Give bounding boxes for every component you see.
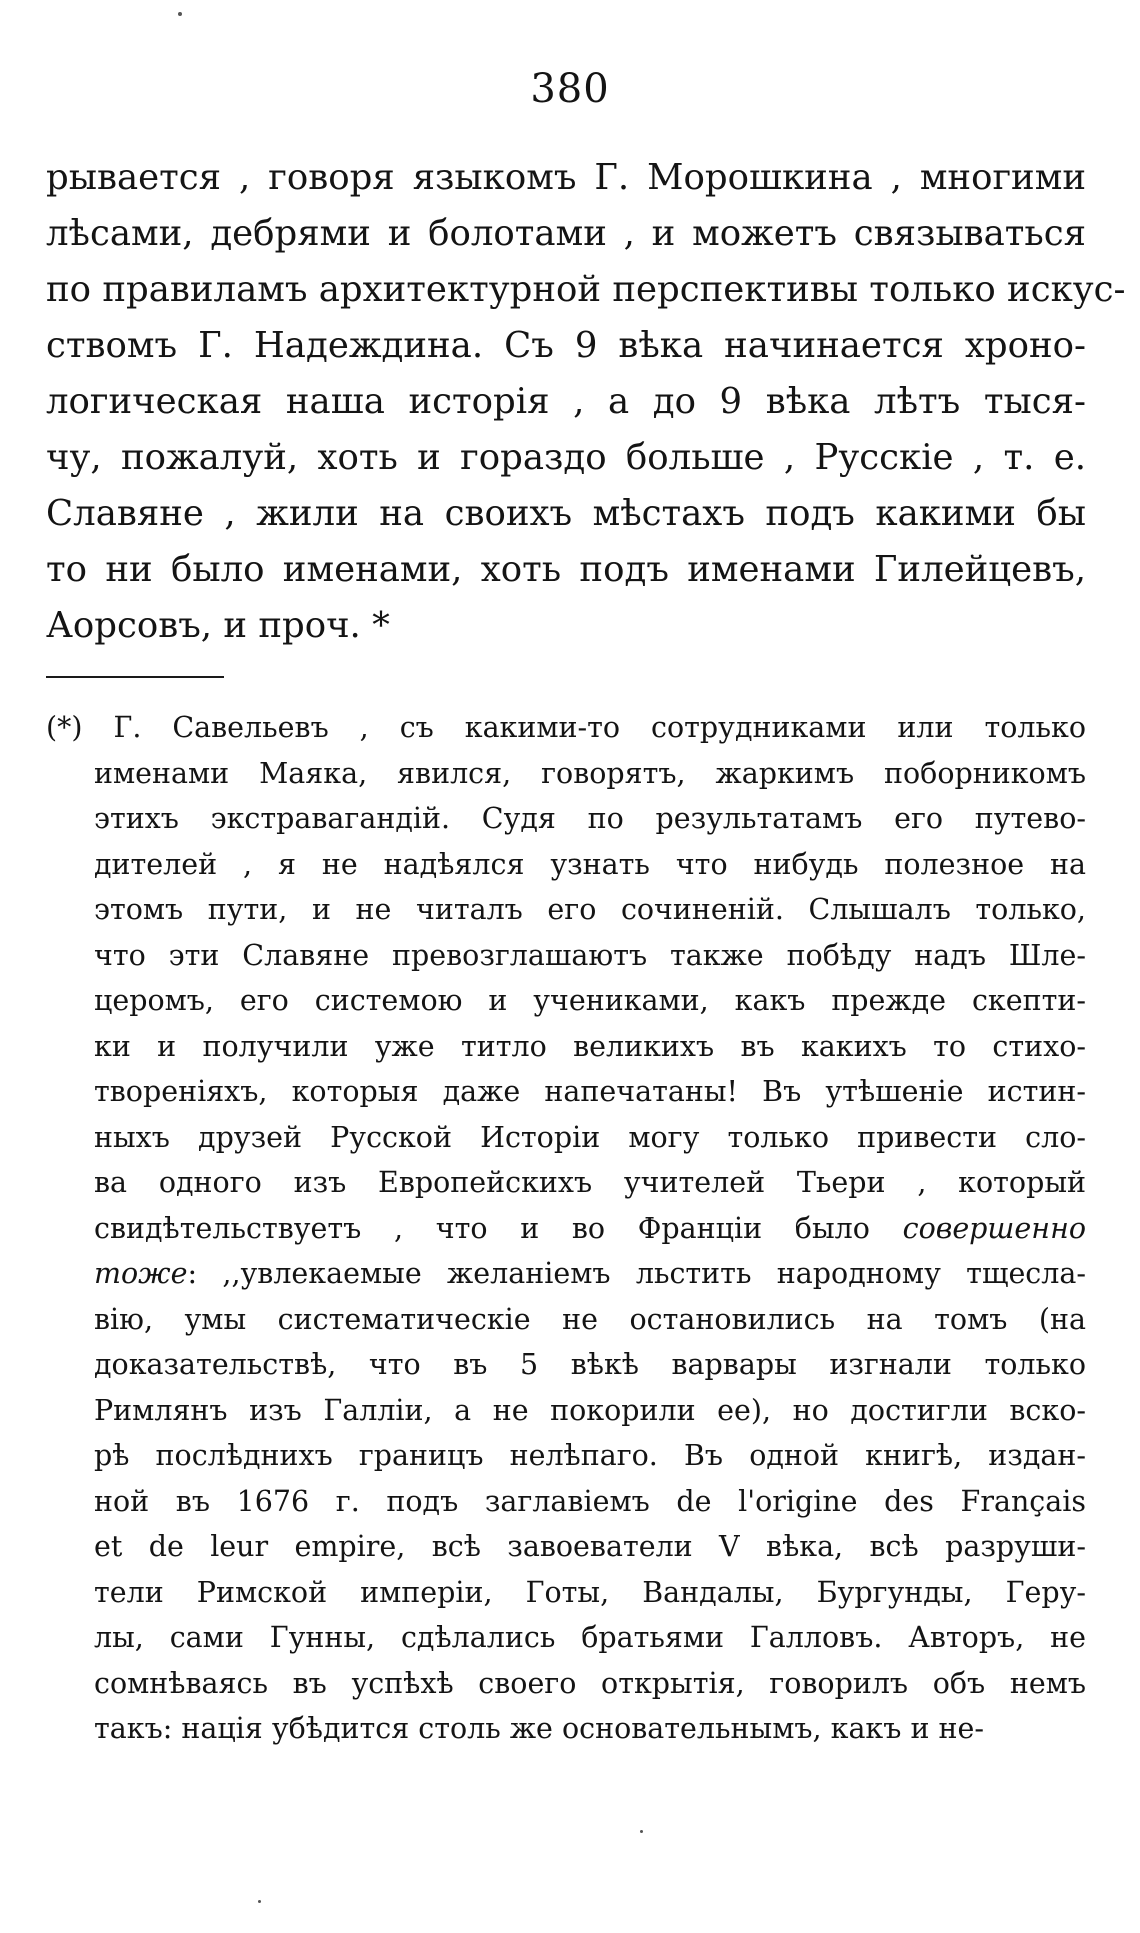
text-line: Аорсовъ, и проч. * [46,605,390,646]
footnote-line: тели Римской имперіи, Готы, Вандалы, Бургунды, Геру- [94,1575,1086,1609]
footnote [46,705,1086,1752]
footnote-line: лы, сами Гунны, сдѣлались братьями Галловъ. Авторъ, не [94,1621,1086,1654]
text-line: то ни было именами, хоть подъ именами Гилейцевъ, [46,549,1086,590]
footnote-line-mixed [46,1251,1086,1297]
footnote-line: дителей , я не надѣялся узнать что нибудь полезное на [94,847,1086,881]
footnote-segment: : ,,увлекаемые желаніемъ льстить народному тщесла- [187,1257,1086,1290]
main-text [46,150,1126,654]
ink-speck [178,12,182,16]
text-line: Славяне , жили на своихъ мѣстахъ подъ какими бы [46,493,1086,534]
footnote-line: ва одного изъ Европейскихъ учителей Тьери , который [94,1166,1086,1199]
footnote-line: именами Маяка, явился, говорятъ, жаркимъ поборникомъ [94,756,1086,790]
footnote-line: твореніяхъ, которыя даже напечатаны! Въ утѣшеніе истин- [94,1075,1086,1108]
footnote-line: этихъ экстравагандій. Судя по результатамъ его путево- [94,802,1086,835]
footnote-line: этомъ пути, и не читалъ его сочиненій. Слышалъ только, [94,893,1086,926]
footnote-line: такъ: нація убѣдится столь же основательнымъ, какъ и не- [94,1712,984,1745]
text-line: ствомъ Г. Надеждина. Съ 9 вѣка начинается хроно- [46,325,1086,366]
ink-speck [640,1830,643,1833]
text-line: по правиламъ архитектурной перспективы только искус- [46,269,1126,310]
footnote-line: сомнѣваясь въ успѣхѣ своего открытія, говорилъ объ немъ [94,1666,1086,1700]
footnote-line: ки и получили уже титло великихъ въ какихъ то стихо- [94,1029,1086,1063]
footnote-line: что эти Славяне превозглашаютъ также побѣду надъ Шле- [94,938,1086,972]
footnote-divider [46,676,224,678]
footnote-line: et de leur empire, всѣ завоеватели V вѣка, всѣ разруши- [94,1530,1086,1563]
text-line: лѣсами, дебрями и болотами , и можетъ связываться [46,213,1086,254]
footnote-segment: свидѣтельствуетъ , что и во Франціи было [94,1211,870,1245]
footnote-line: Римлянъ изъ Галліи, а не покорили ее), но достигли вско- [94,1393,1086,1427]
footnote-line: рѣ послѣднихъ границъ нелѣпаго. Въ одной книгѣ, издан- [94,1439,1086,1472]
italic-word: тоже [94,1257,188,1290]
footnote-line: ныхъ друзей Русской Исторіи могу только привести сло- [94,1120,1086,1154]
footnote-line: доказательствѣ, что въ 5 вѣкѣ варвары изгнали только [94,1348,1086,1381]
footnote-line: ной въ 1676 г. подъ заглавіемъ de l'origine des Français [94,1484,1086,1518]
text-line: чу, пожалуй, хоть и гораздо больше , Русскіе , т. е. [46,437,1086,478]
text-line: логическая наша исторія , а до 9 вѣка лѣтъ тыся- [46,381,1086,422]
footnote-line: вію, умы систематическіе не остановились на томъ (на [94,1302,1086,1336]
footnote-line: церомъ, его системою и учениками, какъ прежде скепти- [94,984,1086,1017]
footnote-line: (*) Г. Савельевъ , съ какими-то сотрудниками или только [46,711,1086,744]
footnote-line-mixed [46,1206,1086,1252]
page-number: 380 [530,66,610,112]
text-line: рывается , говоря языкомъ Г. Морошкина , многими [46,157,1086,198]
italic-word: совершенно [902,1211,1086,1245]
ink-speck [258,1900,261,1903]
